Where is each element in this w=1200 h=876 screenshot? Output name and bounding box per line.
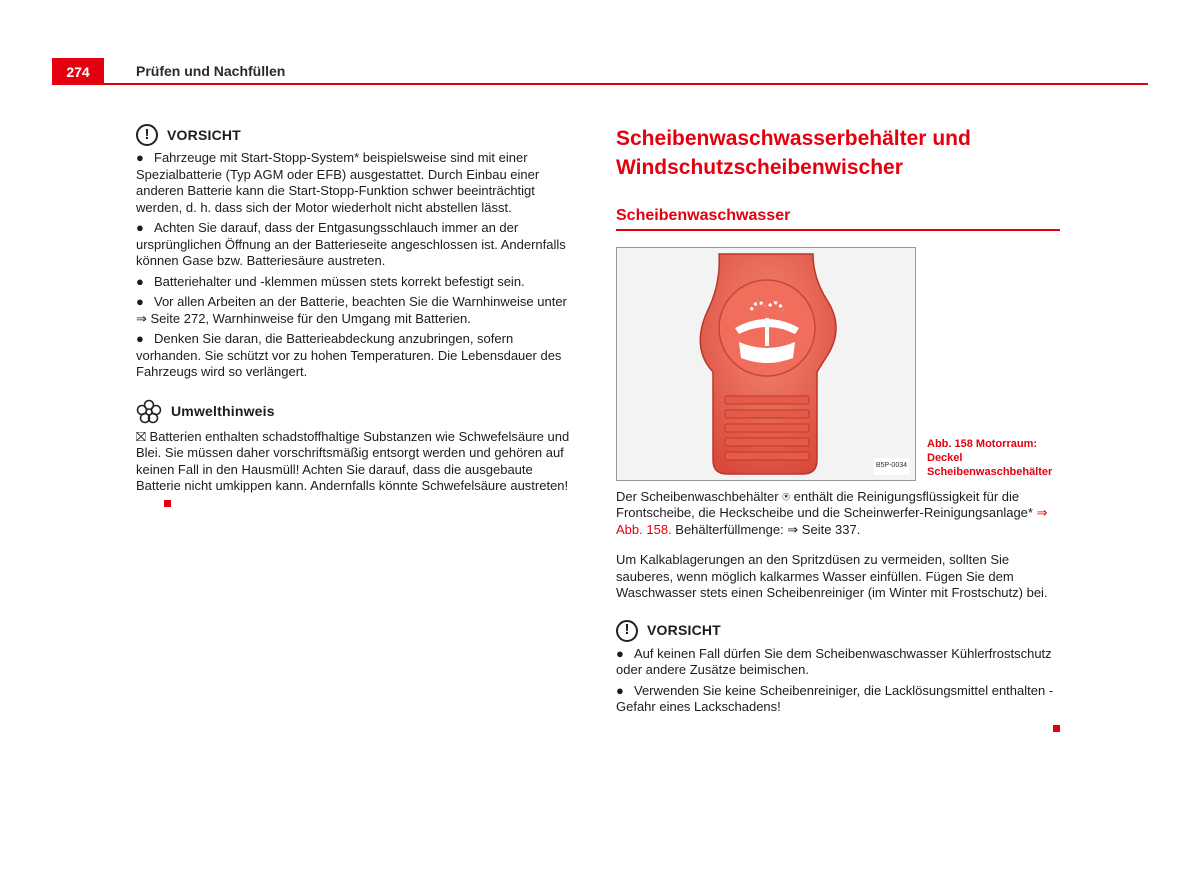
caution-label: VORSICHT bbox=[167, 126, 241, 143]
reservoir-cap-illustration bbox=[617, 248, 915, 480]
figure-reference-link[interactable]: ⇒ Abb. 158. bbox=[616, 505, 1048, 537]
end-marker bbox=[164, 500, 171, 507]
section-title: Prüfen und Nachfüllen bbox=[136, 63, 286, 79]
environment-heading bbox=[136, 399, 576, 425]
caution-label: VORSICHT bbox=[647, 622, 721, 639]
list-item: ● Vor allen Arbeiten an der Batterie, beachten Sie die Warnhinweise unter ⇒ Seite 272, Warnhinweise für den Umgang mit Batterien. bbox=[136, 294, 567, 326]
subsection-rule bbox=[616, 229, 1060, 231]
subsection-title: Scheibenwaschwasser bbox=[616, 207, 791, 224]
warning-icon: ! bbox=[136, 124, 158, 146]
figure-caption: Abb. 158 Motorraum: Deckel Scheibenwaschbehälter bbox=[927, 437, 1053, 478]
end-marker bbox=[1053, 725, 1060, 732]
page-number: 274 bbox=[52, 58, 104, 85]
flower-icon bbox=[136, 399, 162, 425]
list-item: ● Achten Sie darauf, dass der Entgasungsschlauch immer an der ursprünglichen Öffnung an der Batterieseite angeschlossen ist. Andernfalls können Gase bzw. Batteriesäure austreten. bbox=[136, 220, 566, 268]
right-column bbox=[616, 124, 1060, 736]
recycle-icon: ⛝ bbox=[136, 428, 146, 444]
list-item: ● Batteriehalter und -klemmen müssen stets korrekt befestigt sein. bbox=[136, 273, 525, 289]
caution-heading bbox=[136, 124, 576, 146]
warning-icon: ! bbox=[616, 620, 638, 642]
end-marker-row bbox=[616, 720, 1060, 737]
chapter-title: Scheibenwaschwasserbehälter und Windschutzscheibenwischer bbox=[616, 127, 971, 179]
list-item: ● Verwenden Sie keine Scheibenreiniger, die Lacklösungsmittel enthalten - Gefahr eines Lackschadens! bbox=[616, 682, 1054, 714]
figure-code: B5P-0034 bbox=[874, 458, 909, 475]
list-item: ● Auf keinen Fall dürfen Sie dem Scheibenwaschwasser Kühlerfrostschutz oder andere Zusätze beimischen. bbox=[616, 645, 1052, 677]
header-rule bbox=[104, 83, 1148, 85]
list-item: ● Denken Sie daran, die Batterieabdeckung anzubringen, sofern vorhanden. Sie schützt vor zu hohen Temperaturen. Die Lebensdauer des Fahrzeugs wird so verlängert. bbox=[136, 331, 562, 379]
paragraph: Der Scheibenwaschbehälter ⍟ enthält die Reinigungsflüssigkeit für die Frontscheibe, die Heckscheibe und die Scheinwerfer-Reinigungsanlage* ⇒ Abb. 158. Behälterfüllmenge: ⇒ Seite 337. bbox=[616, 488, 1048, 537]
environment-text: ⛝ Batterien enthalten schadstoffhaltige Substanzen wie Schwefelsäure und Blei. Sie müssen daher vorschriftsmäßig entsorgt werden und gehören auf keinen Fall in den Hausmüll! Achten Sie darauf, dass die ausgebaute Batterie nicht umkippen kann. Andernfalls könnte Schwefelsäure austreten! bbox=[136, 429, 576, 512]
figure-158 bbox=[616, 247, 1060, 483]
left-column bbox=[136, 124, 576, 515]
environment-label: Umwelthinweis bbox=[171, 403, 275, 420]
washer-fluid-icon: ⍟ bbox=[782, 488, 791, 504]
list-item: ● Fahrzeuge mit Start-Stopp-System* beispielsweise sind mit einer Spezialbatterie (Typ AGM oder EFB) ausgestattet. Durch Einbau einer anderen Batterie kann die Start-Stopp-Funktion schwer beeinträchtigt werden, d. h. dass sich der Motor wiederholt nicht abstellen lässt. bbox=[136, 150, 540, 215]
caution-heading bbox=[616, 620, 1060, 642]
paragraph: Um Kalkablagerungen an den Spritzdüsen zu vermeiden, sollten Sie sauberes, wenn möglich kalkarmes Wasser einfüllen. Fügen Sie dem Waschwasser stets einen Scheibenreiniger (im Winter mit Frostschutz) bei. bbox=[616, 552, 1048, 600]
figure-frame bbox=[616, 247, 916, 481]
